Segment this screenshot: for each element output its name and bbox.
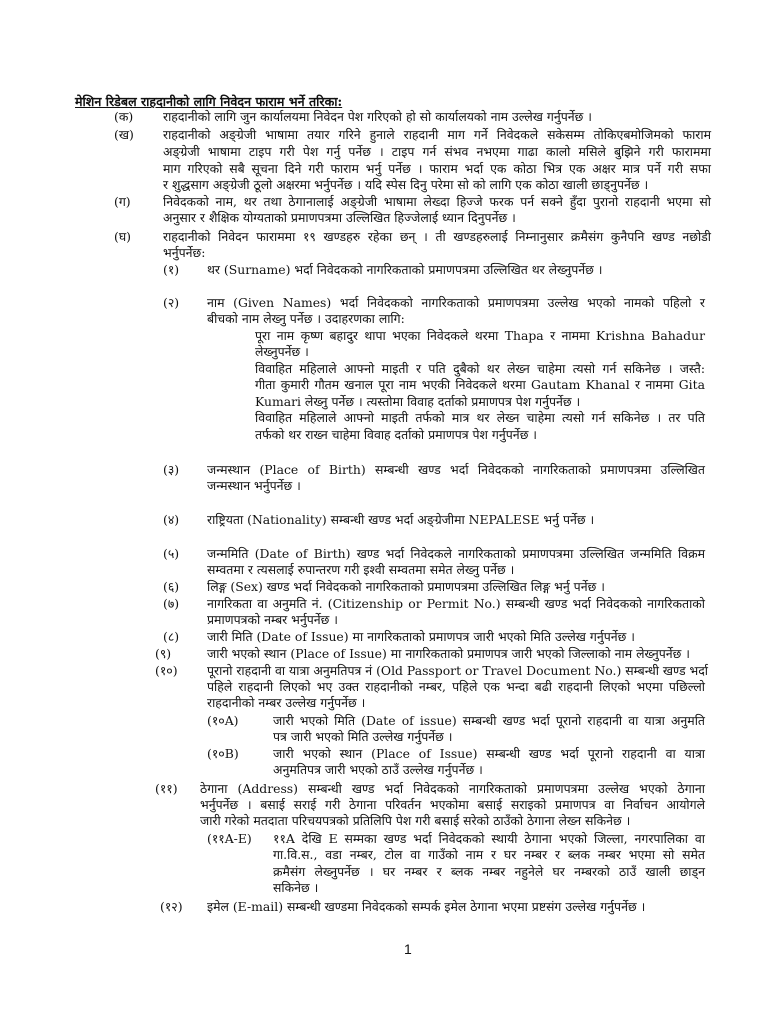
example-line: विवाहित महिलाले आफ्नो माइती र पति दुबैको थर लेख्न चाहेमा त्यसो गर्न सकिनेछ । जस्तै:: [255, 361, 705, 376]
item-marker: (३): [163, 462, 180, 477]
section-line: अङ्ग्रेजी भाषामा टाइप गरी पेश गर्नु पर्नेछ । टाइप गर्न संभव नभएमा गाढा कालो मसिले बुझिने गरी फाराममा: [163, 144, 711, 159]
subitem-line: ११A देखि E सम्मका खण्ड भर्दा निवेदकको स्थायी ठेगाना भएको जिल्ला, नगरपालिका वा: [273, 831, 705, 846]
item-line: जारी भएको स्थान (Place of Issue) मा नागरिकताको प्रमाणपत्र जारी भएको जिल्लाको नाम लेख्नुपर्नेछ ।: [207, 646, 690, 661]
item-marker: (७): [163, 596, 180, 611]
section-line: राहदानीको निवेदन फाराममा १९ खण्डहरु रहेका छन् । ती खण्डहरुलाई निम्नानुसार क्रमैसंग कुनैपनि खण्ड नछोडी: [163, 229, 711, 244]
item-line: इमेल (E-mail) सम्बन्धी खण्डमा निवेदकको सम्पर्क इमेल ठेगाना भएमा प्रष्टसंग उल्लेख गर्नुपर्नेछ ।: [207, 899, 646, 914]
subitem-marker: (१०B): [207, 746, 239, 761]
item-marker: (८): [163, 629, 180, 644]
section-marker: (क): [114, 109, 134, 124]
item-line: जन्मस्थान (Place of Birth) सम्बन्धी खण्ड भर्दा निवेदकको नागरिकताको प्रमाणपत्रमा उल्लिखित: [207, 462, 705, 477]
subitem-line: जारी भएको स्थान (Place of Issue) सम्बन्धी खण्ड भर्दा पूरानो राहदानी वा यात्रा: [273, 746, 705, 761]
subitem-marker: (१०A): [207, 713, 239, 728]
page-number: 1: [404, 941, 412, 957]
item-line: जारी गरेको मतदाता परिचयपत्रको प्रतिलिपि पेश गरी बसाई सरेको ठाउँको ठेगाना लेख्न सकिनेछ ।: [200, 813, 631, 828]
subitem-line: जारी भएको मिति (Date of issue) सम्बन्धी खण्ड भर्दा पूरानो राहदानी वा यात्रा अनुमति: [273, 713, 705, 728]
subitem-line: क्रमैसंग लेख्नुपर्नेछ । घर नम्बर र ब्लक नम्बर नहुनेले घर नम्बरको ठाउँ खाली छाड्न: [273, 864, 705, 879]
item-line: प्रमाणपत्रको नम्बर भर्नुपर्नेछ ।: [207, 612, 338, 627]
item-line: राहदानीको नम्बर उल्लेख गर्नुपर्नेछ ।: [207, 695, 366, 710]
item-marker: (४): [163, 512, 180, 527]
subitem-line: गा.वि.स., वडा नम्बर, टोल वा गाउँको नाम र घर नम्बर र ब्लक नम्बर भएमा सो समेत: [273, 847, 705, 862]
item-line: जारी मिति (Date of Issue) मा नागरिकताको प्रमाणपत्र जारी भएको मिति उल्लेख गर्नुपर्नेछ ।: [207, 629, 635, 644]
example-line: पूरा नाम कृष्ण बहादुर थापा भएका निवेदकले थरमा Thapa र नाममा Krishna Bahadur: [255, 328, 705, 343]
section-line: र शुद्धसाग अङ्ग्रेजी ठूलो अक्षरमा भर्नुपर्नेछ । यदि स्पेस दिनु परेमा सो को लागि एक कोठा खाली छाड्नुपर्नेछ ।: [163, 177, 649, 192]
item-line: लिङ्ग (Sex) खण्ड भर्दा निवेदकको नागरिकताको प्रमाणपत्रमा उल्लिखित लिङ्ग भर्नु पर्नेछ ।: [207, 579, 605, 594]
example-line: तर्फको थर राख्न चाहेमा विवाह दर्ताको प्रमाणपत्र पेश गर्नुपर्नेछ ।: [255, 427, 538, 442]
example-line: Kumari लेख्नु पर्नेछ । त्यस्तोमा विवाह दर्ताको प्रमाणपत्र पेश गर्नुपर्नेछ ।: [255, 394, 581, 409]
subitem-marker: (११A-E): [207, 831, 252, 846]
section-line: राहदानीको अङ्ग्रेजी भाषामा तयार गरिने हुनाले राहदानी माग गर्ने निवेदकले सकेसम्म तोकिएबमोजिमको फाराम: [163, 127, 711, 142]
item-line: बीचको नाम लेख्नु पर्नेछ । उदाहरणका लागि:: [207, 311, 405, 326]
item-line: नाम (Given Names) भर्दा निवेदकको नागरिकताको प्रमाणपत्रमा उल्लेख भएको नामको पहिलो र: [207, 295, 705, 310]
item-line: नागरिकता वा अनुमति नं. (Citizenship or Permit No.) सम्बन्धी खण्ड भर्दा निवेदकको नागरिकताको: [207, 596, 705, 611]
item-line: जन्ममिति (Date of Birth) खण्ड भर्दा निवेदकले नागरिकताको प्रमाणपत्रमा उल्लिखित जन्ममिति विक्रम: [207, 546, 705, 561]
item-line: सम्वतमा र त्यसलाई रुपान्तरण गरी इश्वी सम्वतमा समेत लेख्नु पर्नेछ ।: [207, 562, 515, 577]
item-marker: (११): [155, 781, 178, 796]
section-line: अनुसार र शैक्षिक योग्यताको प्रमाणपत्रमा उल्लिखित हिज्जेलाई ध्यान दिनुपर्नेछ ।: [163, 210, 516, 225]
section-marker: (ख): [114, 127, 134, 142]
item-marker: (५): [163, 546, 180, 561]
item-marker: (२): [163, 295, 180, 310]
item-marker: (१२): [160, 899, 183, 914]
subitem-line: अनुमतिपत्र जारी भएको ठाउँ उल्लेख गर्नुपर्नेछ ।: [273, 762, 483, 777]
item-line: थर (Surname) भर्दा निवेदकको नागरिकताको प्रमाणपत्रमा उल्लिखित थर लेख्नुपर्नेछ ।: [207, 262, 603, 277]
item-line: भर्नुपर्नेछ । बसाई सराई गरी ठेगाना परिवर्तन भएकोमा बसाई सराइको प्रमाणपत्र वा निर्वाचन आयोगले: [200, 797, 705, 812]
item-line: पूरानो राहदानी वा यात्रा अनुमतिपत्र नं (Old Passport or Travel Document No.) सम्बन्धी खण्ड भर्दा: [207, 663, 709, 678]
subitem-line: पत्र जारी भएको मिति उल्लेख गर्नुपर्नेछ ।: [273, 729, 453, 744]
example-line: लेख्नुपर्नेछ ।: [255, 344, 309, 359]
item-line: राष्ट्रियता (Nationality) सम्बन्धी खण्ड भर्दा अङ्ग्रेजीमा NEPALESE भर्नु पर्नेछ ।: [207, 512, 595, 527]
example-line: गीता कुमारी गौतम खनाल पूरा नाम भएकी निवेदकले थरमा Gautam Khanal र नाममा Gita: [255, 377, 705, 392]
section-line: भर्नुपर्नेछ:: [163, 245, 206, 260]
item-line: जन्मस्थान भर्नुपर्नेछ ।: [207, 478, 301, 493]
section-line: माग गरिएको सबै सूचना दिने गरी फाराम भर्नु पर्नेछ । फाराम भर्दा एक कोठा भित्र एक अक्षर मात्र पर्ने गरी सफा: [163, 161, 711, 176]
item-marker: (१०): [155, 663, 178, 678]
item-line: ठेगाना (Address) सम्बन्धी खण्ड भर्दा निवेदकको नागरिकताको प्रमाणपत्रमा उल्लेख भएको ठेगाना: [200, 781, 705, 796]
subitem-line: सकिनेछ ।: [273, 880, 319, 895]
item-marker: (९): [155, 646, 172, 661]
example-line: विवाहित महिलाले आफ्नो माइती तर्फको मात्र थर लेख्न चाहेमा त्यसो गर्न सकिनेछ । तर पति: [255, 410, 705, 425]
item-line: पहिले राहदानी लिएको भए उक्त राहदानीको नम्बर, पहिले एक भन्दा बढी राहदानी लिएको भएमा पछिल्लो: [207, 679, 705, 694]
item-marker: (६): [163, 579, 180, 594]
section-line: निवेदकको नाम, थर तथा ठेगानालाई अङ्ग्रेजी भाषामा लेख्दा हिज्जे फरक पर्न सक्ने हुँदा पुरानो राहदानी भएमा सो: [163, 194, 711, 209]
section-line: राहदानीको लागि जुन कार्यालयमा निवेदन पेश गरिएको हो सो कार्यालयको नाम उल्लेख गर्नुपर्नेछ ।: [163, 109, 592, 124]
document-title: मेशिन रिडेबल राहदानीको लागि निवेदन फाराम भर्ने तरिका:: [75, 94, 343, 109]
section-marker: (ग): [114, 194, 131, 209]
item-marker: (१): [163, 262, 180, 277]
section-marker: (घ): [114, 229, 131, 244]
